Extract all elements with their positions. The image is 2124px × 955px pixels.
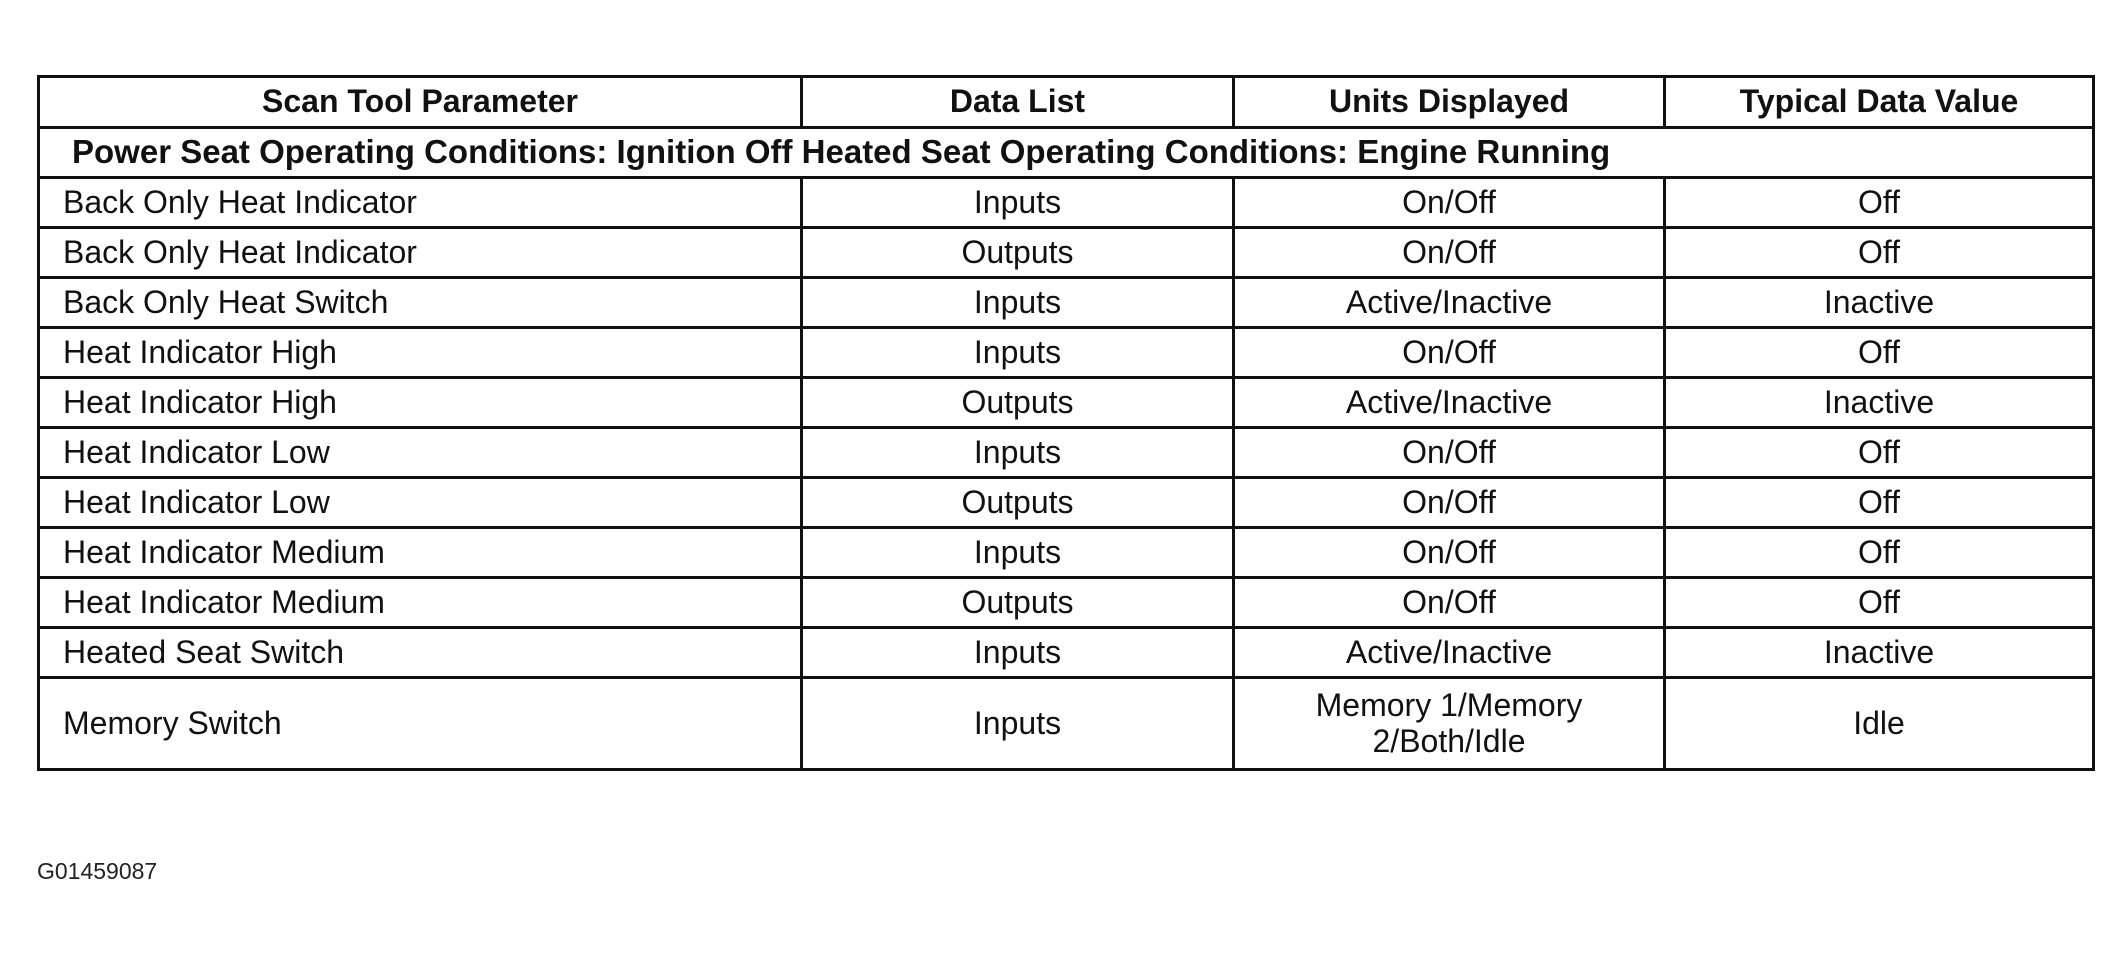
typical-value-cell: Idle [1665,678,2094,770]
data-list-cell: Inputs [802,178,1234,228]
section-row [39,128,2094,178]
parameter-cell: Memory Switch [39,678,802,770]
units-cell: On/Off [1234,178,1665,228]
table-row [39,428,2094,478]
table-row [39,628,2094,678]
data-list-cell: Outputs [802,378,1234,428]
table-row [39,278,2094,328]
parameter-cell: Heat Indicator Low [39,478,802,528]
units-cell: Memory 1/Memory 2/Both/Idle [1234,678,1665,770]
parameter-cell: Heat Indicator Low [39,428,802,478]
units-cell: On/Off [1234,478,1665,528]
data-list-cell: Outputs [802,578,1234,628]
parameter-cell: Heat Indicator High [39,328,802,378]
units-cell: Active/Inactive [1234,628,1665,678]
table-row [39,578,2094,628]
data-list-cell: Inputs [802,328,1234,378]
parameter-cell: Heat Indicator High [39,378,802,428]
table-row [39,178,2094,228]
table-row [39,678,2094,770]
header-units-displayed: Units Displayed [1234,77,1665,128]
data-list-cell: Outputs [802,478,1234,528]
data-list-cell: Inputs [802,278,1234,328]
header-typical-data-value: Typical Data Value [1665,77,2094,128]
data-list-cell: Inputs [802,428,1234,478]
table-row [39,328,2094,378]
typical-value-cell: Off [1665,328,2094,378]
table-row [39,228,2094,278]
typical-value-cell: Inactive [1665,278,2094,328]
typical-value-cell: Off [1665,578,2094,628]
parameter-cell: Back Only Heat Switch [39,278,802,328]
data-list-cell: Inputs [802,678,1234,770]
data-list-cell: Inputs [802,528,1234,578]
parameter-cell: Back Only Heat Indicator [39,178,802,228]
typical-value-cell: Off [1665,428,2094,478]
table-row [39,478,2094,528]
parameter-cell: Heat Indicator Medium [39,528,802,578]
typical-value-cell: Off [1665,178,2094,228]
typical-value-cell: Inactive [1665,378,2094,428]
typical-value-cell: Inactive [1665,628,2094,678]
units-cell: Active/Inactive [1234,278,1665,328]
parameter-cell: Back Only Heat Indicator [39,228,802,278]
header-data-list: Data List [802,77,1234,128]
parameter-cell: Heated Seat Switch [39,628,802,678]
data-list-cell: Outputs [802,228,1234,278]
data-table-container [37,75,2092,771]
operating-conditions-heading: Power Seat Operating Conditions: Ignition Off Heated Seat Operating Conditions: Engine Running [39,128,2094,178]
table-header-row [39,77,2094,128]
header-scan-tool-parameter: Scan Tool Parameter [39,77,802,128]
figure-id: G01459087 [37,858,158,884]
units-cell: On/Off [1234,578,1665,628]
data-list-cell: Inputs [802,628,1234,678]
table-row [39,528,2094,578]
parameter-cell: Heat Indicator Medium [39,578,802,628]
units-cell: On/Off [1234,328,1665,378]
typical-value-cell: Off [1665,528,2094,578]
scan-tool-data-table [37,75,2095,771]
units-cell: On/Off [1234,528,1665,578]
typical-value-cell: Off [1665,228,2094,278]
table-row [39,378,2094,428]
units-cell: Active/Inactive [1234,378,1665,428]
units-cell: On/Off [1234,428,1665,478]
units-cell: On/Off [1234,228,1665,278]
typical-value-cell: Off [1665,478,2094,528]
